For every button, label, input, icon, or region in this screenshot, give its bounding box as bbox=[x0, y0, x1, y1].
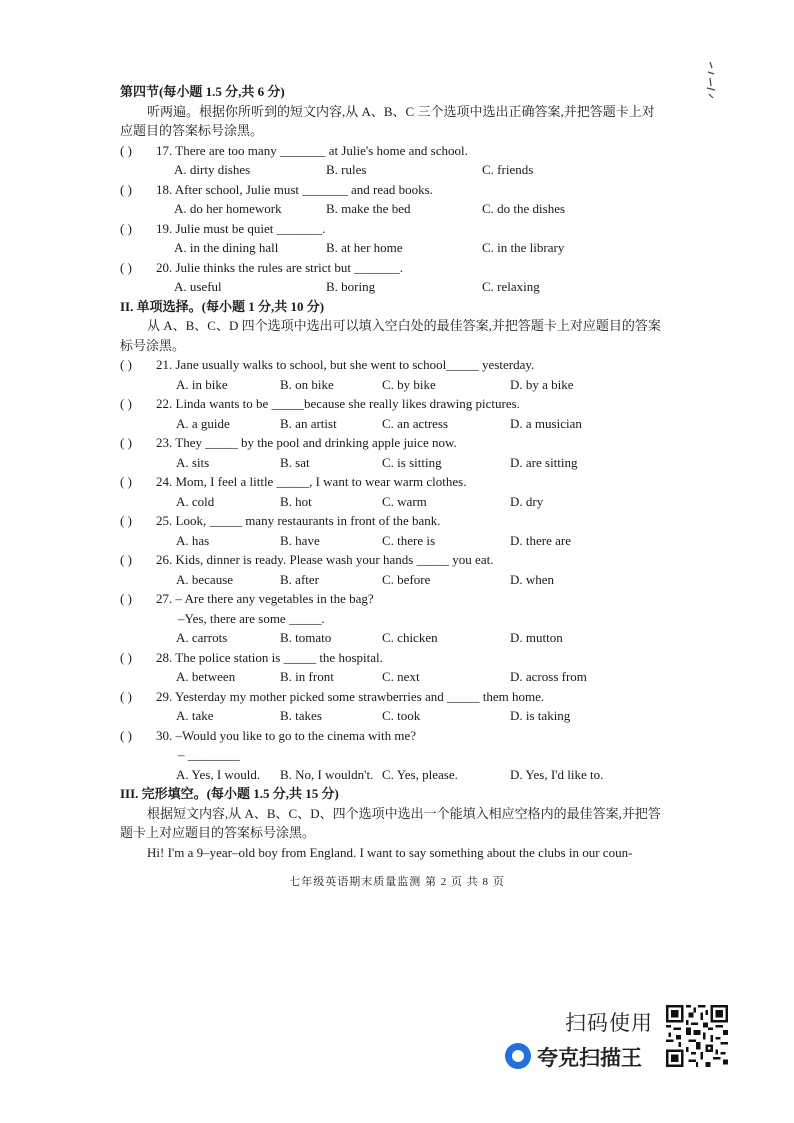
question-stem: 19. Julie must be quiet _______. bbox=[156, 220, 326, 236]
question-stem: 26. Kids, dinner is ready. Please wash your hands _____ you eat. bbox=[156, 552, 494, 567]
section3-instruction: 根据短文内容,从 A、B、C、D、四个选项中选出一个能填入相应空格内的最佳答案,并把答 bbox=[147, 805, 661, 821]
answer-option[interactable]: D. a musician bbox=[510, 415, 582, 431]
option-row bbox=[120, 453, 660, 473]
answer-parenthesis[interactable]: ( ) bbox=[120, 591, 132, 606]
question-row bbox=[120, 589, 660, 609]
answer-option[interactable]: D. mutton bbox=[510, 630, 563, 645]
qr-code-icon[interactable] bbox=[666, 1005, 728, 1067]
answer-option[interactable]: B. make the bed bbox=[326, 201, 411, 216]
answer-parenthesis[interactable]: ( ) bbox=[120, 220, 132, 236]
answer-option[interactable]: C. next bbox=[382, 669, 420, 684]
question-stem: 20. Julie thinks the rules are strict but _______. bbox=[156, 259, 403, 275]
answer-option[interactable]: B. No, I wouldn't. bbox=[280, 766, 374, 782]
answer-option[interactable]: C. an actress bbox=[382, 415, 449, 431]
answer-option[interactable]: A. do her homework bbox=[174, 201, 282, 216]
answer-parenthesis[interactable]: ( ) bbox=[120, 259, 132, 275]
answer-option[interactable]: D. by a bike bbox=[510, 376, 574, 392]
section2-instruction-cont: 标号涂黑。 bbox=[120, 337, 186, 353]
question-row bbox=[120, 726, 660, 746]
question-stem: 22. Linda wants to be _____because she really likes drawing pictures. bbox=[156, 396, 520, 411]
answer-option[interactable]: B. tomato bbox=[280, 630, 332, 645]
question-row bbox=[120, 550, 660, 570]
answer-option[interactable]: D. Yes, I'd like to. bbox=[510, 766, 604, 782]
option-row bbox=[120, 199, 660, 219]
question-reply-line: –Yes, there are some _____. bbox=[178, 610, 325, 626]
answer-option[interactable]: C. Yes, please. bbox=[382, 766, 458, 782]
question-row bbox=[120, 472, 660, 492]
answer-option[interactable]: C. relaxing bbox=[482, 279, 540, 294]
answer-option[interactable]: B. in front bbox=[280, 669, 334, 684]
option-row bbox=[120, 492, 660, 512]
scanner-app-name: 夸克扫描王 bbox=[537, 1046, 642, 1070]
answer-option[interactable]: B. boring bbox=[326, 279, 376, 294]
section3-instruction-cont: 题卡上对应题目的答案标号涂黑。 bbox=[120, 825, 316, 840]
section4-instruction: 听两遍。根据你所听到的短文内容,从 A、B、C 三个选项中选出正确答案,并把答题卡上对 bbox=[147, 103, 655, 119]
answer-parenthesis[interactable]: ( ) bbox=[120, 181, 132, 197]
question-stem: 18. After school, Julie must _______ and read books. bbox=[156, 181, 433, 197]
answer-option[interactable]: B. takes bbox=[280, 708, 322, 723]
option-row bbox=[120, 706, 660, 726]
answer-option[interactable]: A. between bbox=[176, 669, 236, 684]
option-row bbox=[120, 277, 660, 297]
question-reply-line: – ________ bbox=[178, 747, 240, 762]
answer-parenthesis[interactable]: ( ) bbox=[120, 688, 132, 704]
option-row bbox=[120, 667, 660, 687]
question-row bbox=[120, 433, 660, 453]
answer-option[interactable]: D. there are bbox=[510, 532, 571, 548]
question-row bbox=[120, 648, 660, 668]
answer-option[interactable]: C. chicken bbox=[382, 630, 438, 645]
answer-option[interactable]: B. an artist bbox=[280, 415, 337, 431]
answer-parenthesis[interactable]: ( ) bbox=[120, 513, 132, 528]
answer-option[interactable]: B. on bike bbox=[280, 376, 334, 392]
section4-questions bbox=[120, 141, 660, 297]
answer-option[interactable]: A. useful bbox=[174, 279, 222, 294]
answer-option[interactable]: D. across from bbox=[510, 669, 587, 684]
answer-option[interactable]: A. in bike bbox=[176, 376, 228, 392]
answer-option[interactable]: B. at her home bbox=[326, 240, 403, 255]
question-stem: 30. –Would you like to go to the cinema with me? bbox=[156, 727, 416, 743]
question-stem: 21. Jane usually walks to school, but she went to school_____ yesterday. bbox=[156, 357, 535, 372]
question-stem: 25. Look, _____ many restaurants in front of the bank. bbox=[156, 513, 441, 528]
option-row bbox=[120, 414, 660, 434]
answer-parenthesis[interactable]: ( ) bbox=[120, 474, 132, 489]
answer-option[interactable]: B. have bbox=[280, 532, 320, 548]
page-footer: 七年级英语期末质量监测 第 2 页 共 8 页 bbox=[289, 876, 505, 888]
answer-option[interactable]: B. after bbox=[280, 571, 319, 587]
answer-option[interactable]: A. has bbox=[176, 532, 210, 548]
question-row bbox=[120, 258, 660, 278]
section2-questions bbox=[120, 355, 660, 784]
answer-parenthesis[interactable]: ( ) bbox=[120, 142, 132, 158]
answer-option[interactable]: C. took bbox=[382, 708, 421, 723]
question-row bbox=[120, 511, 660, 531]
answer-option[interactable]: D. is taking bbox=[510, 708, 571, 723]
answer-option[interactable]: C. is sitting bbox=[382, 454, 442, 470]
question-row bbox=[120, 687, 660, 707]
option-row bbox=[120, 570, 660, 590]
answer-option[interactable]: A. a guide bbox=[176, 415, 230, 431]
answer-option[interactable]: C. in the library bbox=[482, 240, 565, 255]
scanner-watermark bbox=[505, 1005, 665, 1070]
section2-title: II. 单项选择。(每小题 1 分,共 10 分) bbox=[120, 298, 325, 314]
question-row bbox=[120, 355, 660, 375]
answer-parenthesis[interactable]: ( ) bbox=[120, 727, 132, 743]
answer-option[interactable]: B. rules bbox=[326, 162, 367, 177]
answer-option[interactable]: A. sits bbox=[176, 454, 210, 470]
answer-option[interactable]: A. dirty dishes bbox=[174, 162, 251, 177]
section4-title: 第四节(每小题 1.5 分,共 6 分) bbox=[120, 84, 285, 99]
scan-artifact-mark bbox=[704, 60, 718, 100]
question-stem: 23. They _____ by the pool and drinking apple juice now. bbox=[156, 435, 457, 450]
exam-content bbox=[120, 82, 660, 862]
option-row bbox=[120, 238, 660, 258]
answer-parenthesis[interactable]: ( ) bbox=[120, 357, 132, 372]
answer-option[interactable]: A. cold bbox=[176, 493, 215, 509]
answer-option[interactable]: A. because bbox=[176, 571, 234, 587]
scan-to-use-label: 扫码使用 bbox=[565, 1011, 653, 1035]
answer-option[interactable]: C. by bike bbox=[382, 376, 436, 392]
question-row bbox=[120, 180, 660, 200]
section3-title: III. 完形填空。(每小题 1.5 分,共 15 分) bbox=[120, 786, 339, 801]
answer-option[interactable]: C. there is bbox=[382, 532, 436, 548]
answer-parenthesis[interactable]: ( ) bbox=[120, 649, 132, 665]
answer-parenthesis[interactable]: ( ) bbox=[120, 435, 132, 450]
answer-option[interactable]: B. hot bbox=[280, 493, 312, 509]
answer-parenthesis[interactable]: ( ) bbox=[120, 396, 132, 411]
answer-option[interactable]: C. do the dishes bbox=[482, 201, 566, 216]
option-row bbox=[120, 531, 660, 551]
answer-option[interactable]: D. dry bbox=[510, 493, 544, 509]
option-row bbox=[120, 375, 660, 395]
answer-parenthesis[interactable]: ( ) bbox=[120, 552, 132, 567]
answer-option[interactable]: A. in the dining hall bbox=[174, 240, 279, 255]
answer-option[interactable]: C. before bbox=[382, 571, 431, 587]
answer-option[interactable]: D. are sitting bbox=[510, 454, 578, 470]
question-stem: 29. Yesterday my mother picked some strawberries and _____ them home. bbox=[156, 688, 545, 704]
option-row bbox=[120, 765, 660, 785]
quark-logo-icon bbox=[505, 1043, 531, 1069]
answer-option[interactable]: C. friends bbox=[482, 162, 534, 177]
question-stem: 28. The police station is _____ the hospital. bbox=[156, 649, 383, 665]
question-row bbox=[120, 394, 660, 414]
question-stem: 17. There are too many _______ at Julie's home and school. bbox=[156, 142, 468, 158]
section4-instruction-cont: 应题目的答案标号涂黑。 bbox=[120, 123, 264, 138]
answer-option[interactable]: A. Yes, I would. bbox=[176, 766, 261, 782]
question-stem: 27. – Are there any vegetables in the bag? bbox=[156, 591, 374, 606]
answer-option[interactable]: A. take bbox=[176, 708, 214, 723]
option-row bbox=[120, 628, 660, 648]
section2-instruction: 从 A、B、C、D 四个选项中选出可以填入空白处的最佳答案,并把答题卡上对应题目的答案 bbox=[147, 318, 661, 333]
question-stem: 24. Mom, I feel a little _____, I want to wear warm clothes. bbox=[156, 474, 467, 489]
answer-option[interactable]: D. when bbox=[510, 571, 555, 587]
answer-option[interactable]: C. warm bbox=[382, 493, 427, 509]
answer-option[interactable]: A. carrots bbox=[176, 630, 228, 645]
cloze-passage: Hi! I'm a 9–year–old boy from England. I want to say something about the clubs in our coun- bbox=[147, 844, 633, 860]
question-row bbox=[120, 219, 660, 239]
option-row bbox=[120, 160, 660, 180]
question-row bbox=[120, 141, 660, 161]
answer-option[interactable]: B. sat bbox=[280, 454, 310, 470]
